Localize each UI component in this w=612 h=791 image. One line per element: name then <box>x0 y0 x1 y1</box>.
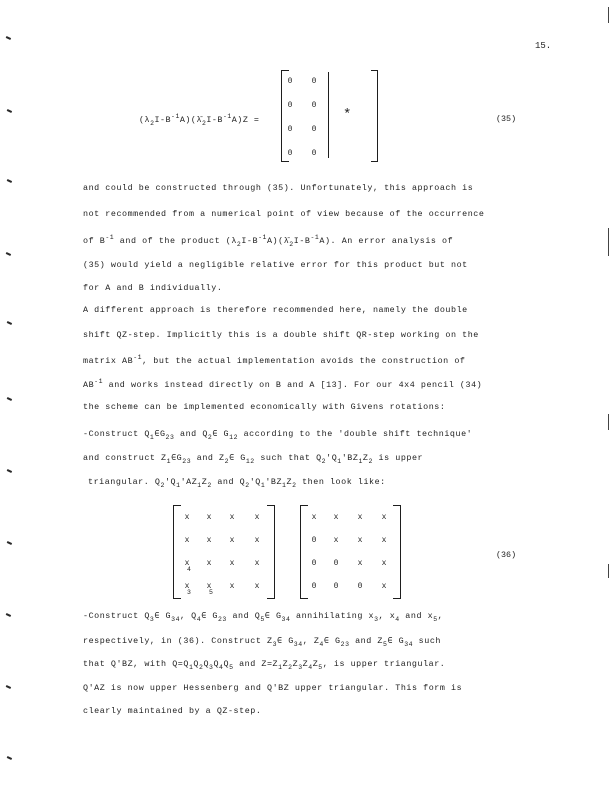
scan-mark <box>6 613 11 617</box>
construct1: -Construct $Q_1\in G_{23}$ and $Q_2\in$ $G_{12}$ according to the 'double shift technique' <box>83 429 473 441</box>
matrix-cell: x <box>206 513 212 522</box>
scan-mark <box>7 179 12 183</box>
matrix-cell: 0 <box>311 77 317 86</box>
scan-mark <box>6 36 11 40</box>
scan-edge-mark <box>608 564 609 578</box>
matrix-cell: 0 <box>311 149 317 158</box>
construct2: and construct $Z_1\in G_{23}$ and $Z_2\in$ $G_{12}$ such that $Q_2'Q_1'BZ_1Z_2$ is upper <box>83 453 424 465</box>
eq35-lhs: $(\lambda_2I-B^{-1}A)(\lambdā_2I-B^{-1}A)Z$ = <box>139 113 260 127</box>
scan-mark <box>7 397 12 401</box>
matrix-cell: x <box>333 536 339 545</box>
construct4: -Construct $Q_3\in$ $G_{34}$, $Q_4\in$ $G_{23}$ and $Q_5\in$ $G_{34}$ annihilating $x_3$, $x_4$ and $x_5$, <box>83 611 444 623</box>
construct6: that Q'BZ, with $Q=Q_1Q_2Q_3Q_4Q_5$ and $Z=Z_1Z_2Z_3Z_4Z_5$, is upper triangular. <box>83 659 446 671</box>
construct3: triangular. $Q_2'Q_1'AZ_1Z_2$ and $Q_2'Q_1'BZ_1Z_2$ then look like: <box>88 477 386 489</box>
para1-line3: of $B^{-1}$ and of the product $(\lambda_2I-B^{-1}A)(\lambdā_2I-B^{-1}A)$. An error analysis of <box>83 234 454 248</box>
matrix-cell: x <box>206 536 212 545</box>
matrix-cell: x <box>184 536 190 545</box>
matrix-cell: 0 <box>333 582 339 591</box>
matrix-cell: 0 <box>311 125 317 134</box>
matrix-cell: x <box>254 513 260 522</box>
scan-edge-mark <box>608 414 609 430</box>
matrix-cell: x <box>333 513 339 522</box>
matrix-cell: x <box>254 582 260 591</box>
matrix-cell: x <box>229 582 235 591</box>
matrix-cell: x 5 <box>206 582 213 596</box>
matrix-cell: x 3 <box>184 582 191 596</box>
para2-line1: A different approach is therefore recommended here, namely the double <box>83 305 468 315</box>
matrix-cell: x <box>357 513 363 522</box>
para1-line1: and could be constructed through (35). Unfortunately, this approach is <box>83 183 474 193</box>
scan-mark <box>7 756 12 760</box>
scan-mark <box>7 541 12 545</box>
matrix-cell: 0 <box>311 536 317 545</box>
matrix-cell: 0 <box>311 559 317 568</box>
para2-line5: the scheme can be implemented economically with Givens rotations: <box>83 402 446 412</box>
scan-mark <box>6 685 11 689</box>
matrix-cell: x <box>311 513 317 522</box>
para2-line3: matrix $AB^{-1}$, but the actual implementation avoids the construction of <box>83 354 466 366</box>
para1-line4: (35) would yield a negligible relative error for this product but not <box>83 260 468 270</box>
scan-mark <box>7 109 12 113</box>
matrix-cell: 0 <box>287 101 293 110</box>
matrix-cell: 0 <box>357 582 363 591</box>
closing-line2: clearly maintained by a QZ-step. <box>83 706 262 716</box>
matrix-cell: x <box>229 559 235 568</box>
eq35-divider <box>328 72 329 158</box>
page-number: 15. <box>535 41 552 51</box>
matrix-cell: 0 <box>311 101 317 110</box>
matrix-cell: x <box>381 536 387 545</box>
matrix-cell: x <box>381 513 387 522</box>
matrix-cell: x <box>254 536 260 545</box>
matrix-cell: x <box>254 559 260 568</box>
para2-line2: shift QZ-step. Implicitly this is a double shift QR-step working on the <box>83 330 479 340</box>
eq36-label: (36) <box>496 550 517 560</box>
matrix-cell: x <box>206 559 212 568</box>
matrix-cell: x <box>357 559 363 568</box>
closing-line1: Q'AZ is now upper Hessenberg and Q'BZ upper triangular. This form is <box>83 683 463 693</box>
eq35-label: (35) <box>496 114 517 124</box>
matrix-cell: x <box>229 513 235 522</box>
matrix-cell: x <box>229 536 235 545</box>
scan-edge-mark <box>608 7 609 23</box>
eq35-star: * <box>343 107 352 123</box>
para2-line4: $AB^{-1}$ and works instead directly on B and A [13]. For our 4x4 pencil (34) <box>83 378 483 390</box>
eq36-right-bracket-close <box>393 505 401 599</box>
matrix-cell: x 4 <box>184 559 191 573</box>
matrix-cell: x <box>184 513 190 522</box>
matrix-cell: x <box>381 559 387 568</box>
matrix-cell: 0 <box>287 77 293 86</box>
para1-line5: for A and B individually. <box>83 283 223 293</box>
matrix-cell: x <box>357 536 363 545</box>
scan-mark <box>6 252 11 256</box>
matrix-cell: 0 <box>287 149 293 158</box>
eq35-right-bracket <box>371 70 378 162</box>
matrix-cell: x <box>381 582 387 591</box>
matrix-cell: 0 <box>333 559 339 568</box>
eq36-left-bracket-close <box>267 505 275 599</box>
matrix-cell: 0 <box>311 582 317 591</box>
scan-mark <box>7 469 12 473</box>
para1-line2: not recommended from a numerical point of view because of the occurrence <box>83 209 485 219</box>
construct5: respectively, in (36). Construct $Z_3\in$ $G_{34}$, $Z_4\in$ $G_{23}$ and $Z_5\in$ $G_{34}$ such <box>83 636 441 648</box>
matrix-cell: 0 <box>287 125 293 134</box>
scan-edge-mark <box>608 228 609 256</box>
scan-mark <box>7 321 12 325</box>
